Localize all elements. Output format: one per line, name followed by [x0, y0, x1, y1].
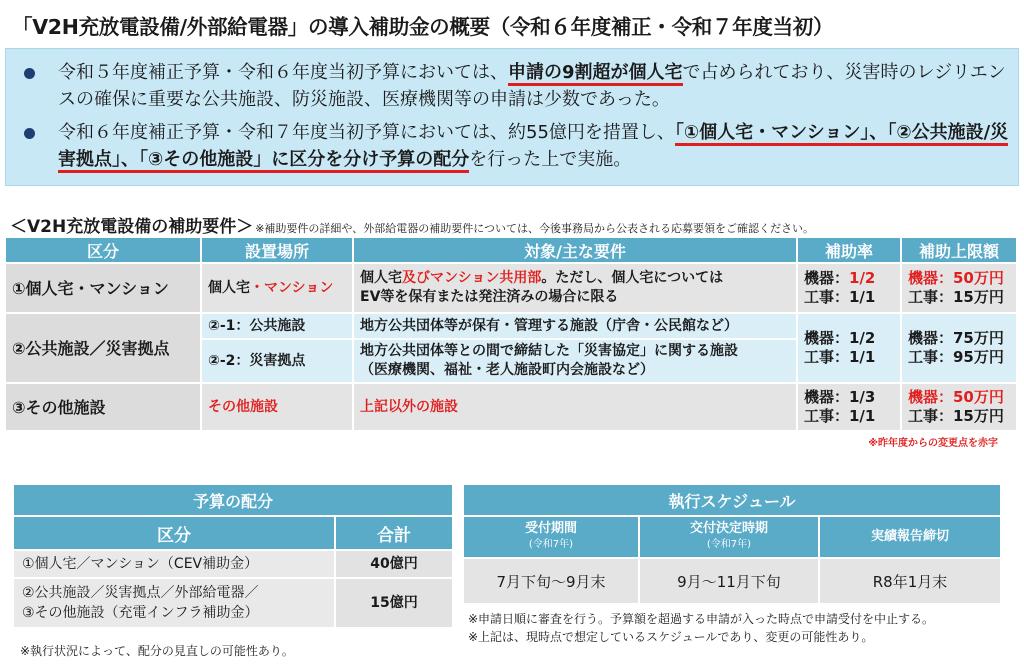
place-cell: その他施設 — [201, 383, 353, 431]
requirements-table — [4, 236, 1018, 432]
summary-2-text-end: を行った上で実施。 — [469, 149, 632, 170]
summary-item-1 — [20, 59, 1010, 113]
header-sub: (令和7年) — [706, 539, 752, 550]
req-text-changed: 及びマンション共用部 — [402, 270, 542, 286]
requirement-cell — [353, 339, 797, 383]
table-header-row — [5, 237, 1017, 263]
budget-label — [13, 578, 335, 628]
bullet-icon — [24, 68, 35, 79]
schedule-value: R8年1月末 — [819, 558, 1001, 604]
budget-header-total: 合計 — [335, 516, 453, 550]
budget-label: ①個人宅／マンション（CEV補助金） — [13, 550, 335, 578]
place-cell — [201, 263, 353, 313]
schedule-note-1: ※申請日順に審査を行う。予算額を超過する申請が入った時点で申請受付を中止する。 — [468, 612, 935, 626]
header-category: 区分 — [5, 237, 201, 263]
table-row — [5, 263, 1017, 313]
rate-cell — [797, 383, 901, 431]
place-cell: ②-2：災害拠点 — [201, 339, 353, 383]
page-title: 「V2H充放電設備/外部給電器」の導入補助金の概要（令和６年度補正・令和７年度当初） — [12, 15, 834, 39]
schedule-value: 9月～11月下旬 — [639, 558, 819, 604]
place-text-changed: ・マンション — [250, 279, 334, 296]
schedule-note-2: ※上記は、現時点で想定しているスケジュールであり、変更の可能性あり。 — [468, 630, 874, 644]
header-label: 受付期間 — [524, 521, 577, 536]
cap-text: 工事：95万円 — [908, 348, 1004, 366]
cap-value-changed: 機器：50万円 — [908, 269, 1004, 287]
req-text: EV等を保有または発注済みの場合に限る — [360, 289, 619, 305]
header-requirements: 対象/主な要件 — [353, 237, 797, 263]
category-other: ③その他施設 — [5, 383, 201, 431]
header-rate: 補助率 — [797, 237, 901, 263]
cap-text: 工事：15万円 — [908, 288, 1004, 306]
requirements-heading — [10, 212, 814, 237]
requirement-cell: 上記以外の施設 — [353, 383, 797, 431]
cap-cell — [901, 313, 1017, 383]
rate-value-changed: 1/2 — [849, 269, 876, 287]
budget-table — [12, 483, 454, 629]
summary-1-text: 令和５年度補正予算・令和６年度当初予算においては、 — [58, 62, 508, 83]
budget-amount: 40億円 — [335, 550, 453, 578]
requirement-cell: 地方公共団体等が保有・管理する施設（庁舎・公民館など） — [353, 313, 797, 339]
cap-value-changed: 機器：50万円 — [908, 388, 1004, 406]
requirements-title: ＜V2H充放電設備の補助要件＞ — [10, 217, 254, 237]
budget-label-line: ②公共施設／災害拠点／外部給電器／ — [22, 585, 259, 601]
place-text: 個人宅 — [208, 279, 250, 296]
schedule-notes — [468, 610, 934, 646]
header-cap: 補助上限額 — [901, 237, 1017, 263]
budget-label-line: ③その他施設（充電インフラ補助金） — [22, 605, 259, 621]
requirements-note: ※補助要件の詳細や、外部給電器の補助要件については、今後事務局から公表される応募要領をご確認ください。 — [255, 222, 814, 235]
summary-2-highlight-2: 「②公共施設/災害拠点」、「③その他施設」に区分を分け予算の配分 — [58, 122, 1008, 173]
schedule-value: 7月下旬～9月末 — [463, 558, 639, 604]
category-residential: ①個人宅・マンション — [5, 263, 201, 313]
budget-amount: 15億円 — [335, 578, 453, 628]
summary-1-highlight: 申請の9割超が個人宅 — [508, 62, 683, 86]
cap-text: 工事：15万円 — [908, 407, 1004, 425]
summary-1-text-end: で占められており、災害時のレジリエンスの確保に重要な公共施設、防災施設、医療機関等の申請は少数であった。 — [58, 62, 1006, 110]
req-text: （医療機関、福祉・老人施設町内会施設など） — [360, 362, 654, 378]
rate-text: 工事：1/1 — [804, 407, 876, 425]
header-place: 設置場所 — [201, 237, 353, 263]
budget-header-category: 区分 — [13, 516, 335, 550]
schedule-header-report — [819, 516, 1001, 558]
schedule-title: 執行スケジュール — [463, 484, 1001, 516]
header-sub: (令和7年) — [528, 539, 574, 550]
summary-item-2 — [20, 119, 1010, 173]
table-row — [13, 550, 453, 578]
category-public: ②公共施設／災害拠点 — [5, 313, 201, 383]
rate-cell — [797, 313, 901, 383]
req-text: 。ただし、個人宅については — [541, 270, 724, 286]
rate-text: 工事：1/1 — [804, 288, 876, 306]
header-label: 実績報告締切 — [870, 529, 949, 544]
table-row — [5, 313, 1017, 339]
header-label: 交付決定時期 — [689, 521, 768, 536]
table-row — [463, 558, 1001, 604]
cap-cell — [901, 263, 1017, 313]
budget-title: 予算の配分 — [13, 484, 453, 516]
rate-text: 機器：1/2 — [804, 329, 876, 347]
rate-text: 工事：1/1 — [804, 348, 876, 366]
table-row — [5, 383, 1017, 431]
req-text: 個人宅 — [360, 270, 402, 286]
budget-note: ※執行状況によって、配分の見直しの可能性あり。 — [20, 644, 294, 658]
schedule-header-decision — [639, 516, 819, 558]
change-note: ※昨年度からの変更点を赤字 — [868, 438, 998, 449]
cap-text: 機器：75万円 — [908, 329, 1004, 347]
rate-text: 機器： — [804, 269, 850, 287]
summary-2-text: 令和６年度補正予算・令和７年度当初予算においては、約55億円を措置し、 — [58, 122, 675, 143]
schedule-table — [462, 483, 1002, 605]
schedule-header-application — [463, 516, 639, 558]
bullet-icon — [24, 128, 35, 139]
place-cell: ②-1：公共施設 — [201, 313, 353, 339]
summary-box — [5, 48, 1019, 186]
rate-text: 機器：1/3 — [804, 388, 876, 406]
req-text: 地方公共団体等との間で締結した「災害協定」に関する施設 — [360, 343, 738, 359]
table-row — [13, 578, 453, 628]
requirement-cell — [353, 263, 797, 313]
summary-2-highlight-1: 「①個人宅・マンション」、 — [675, 122, 887, 146]
rate-cell — [797, 263, 901, 313]
cap-cell — [901, 383, 1017, 431]
